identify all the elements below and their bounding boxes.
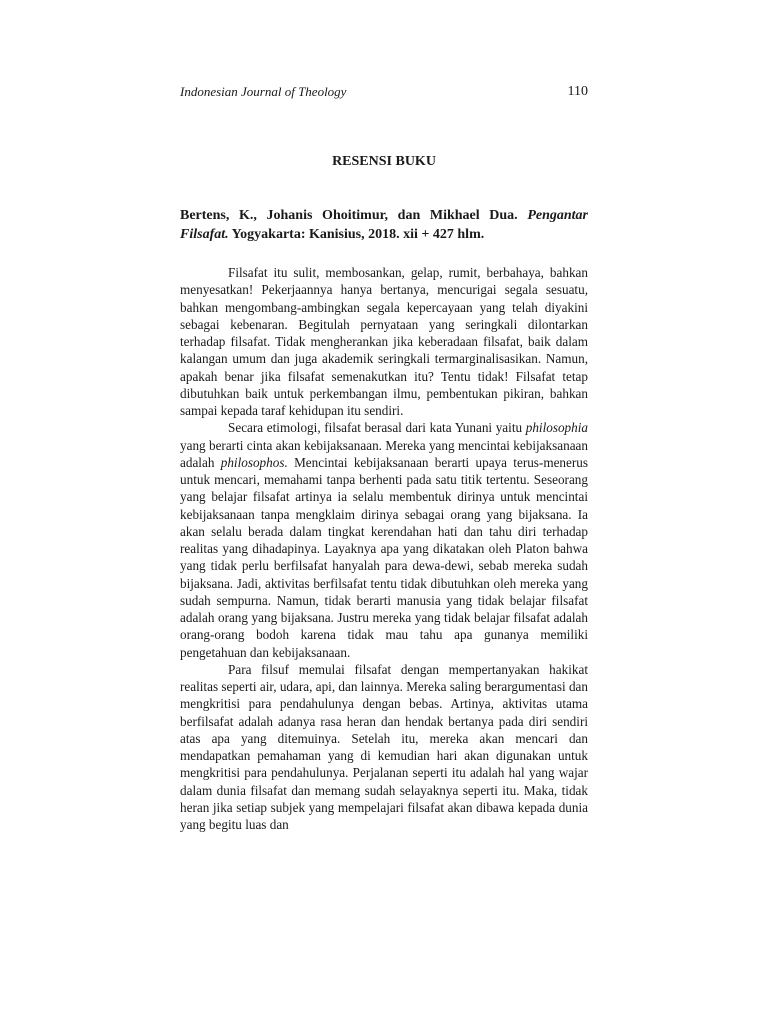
paragraph-2-text-c: Mencintai kebijaksanaan berarti upaya terus-menerus untuk mencari, memahami tanpa berhenti pada satu titik tertentu. Seseorang yang belajar filsafat artinya ia selalu membentuk dirinya untuk mencintai kebijaksanaan tanpa mengklaim dirinya sebagai orang yang bijaksana. Ia akan selalu berada dalam tingkat kerendahan hati dan tahu diri terhadap realitas yang dihadapinya. Layaknya apa yang dikatakan oleh Platon bahwa yang tidak perlu berfilsafat hanyalah para dewa-dewi, sebab mereka sudah bijaksana. Jadi, aktivitas berfilsafat tentu tidak dibutuhkan oleh mereka yang sudah sempurna. Namun, tidak berarti manusia yang tidak belajar filsafat adalah orang yang bijaksana. Justru mereka yang tidak belajar filsafat adalah orang-orang bodoh karena tidak mau tahu apa gunanya memiliki pengetahuan dan kebijaksanaan. bbox=[180, 454, 588, 660]
citation-publication: Yogyakarta: Kanisius, 2018. xii + 427 hlm. bbox=[231, 227, 485, 242]
citation-book-title: Pengantar Filsafat. bbox=[180, 208, 589, 242]
paragraph-3: Para filsuf memulai filsafat dengan mempertanyakan hakikat realitas seperti air, udara, api, dan lainnya. Mereka saling berargumentasi dan mengkritisi para pendahulunya dengan bebas. Artinya, aktivitas utama berfilsafat adalah adanya rasa heran dan hendak bertanya pada diri sendiri atas apa yang ditemuinya. Setelah itu, mereka akan mencari dan mendapatkan pemahaman yang di kemudian hari akan digunakan untuk mengkritisi para pendahulunya. Perjalanan seperti itu adalah hal yang wajar dalam dunia filsafat dan memang sudah selayaknya seperti itu. Maka, tidak heran jika setiap subjek yang mempelajari filsafat akan dibawa kepada dunia yang begitu luas dan bbox=[180, 661, 588, 832]
running-header bbox=[180, 84, 588, 104]
book-review-page bbox=[180, 0, 588, 1024]
paragraph-2-text-a: Secara etimologi, filsafat berasal dari kata Yunani yaitu bbox=[228, 420, 523, 436]
paragraph-2-text-b: yang berarti cinta akan kebijaksanaan. Mereka yang mencintai kebijaksanaan adalah bbox=[180, 437, 588, 470]
paragraph-1: Filsafat itu sulit, membosankan, gelap, rumit, berbahaya, bahkan menyesatkan! Pekerjaannya hanya bertanya, mencurigai segala sesuatu, bahkan mengombang-ambingkan segala kepercayaan yang telah diyakini sebagai kebenaran. Begitulah pernyataan yang seringkali dilontarkan terhadap filsafat. Tidak mengherankan jika keberadaan filsafat, baik dalam kalangan umum dan juga akademik seringkali termarginalisasikan. Namun, apakah benar jika filsafat semenakutkan itu? Tentu tidak! Filsafat tetap dibutuhkan baik untuk perkembangan ilmu, pembentukan pikiran, bahkan sampai kepada taraf kehidupan itu sendiri. bbox=[180, 265, 588, 418]
term-philosophos: philosophos. bbox=[220, 454, 288, 470]
paragraph-2 bbox=[180, 419, 588, 661]
page-number: 110 bbox=[567, 84, 588, 99]
book-citation bbox=[180, 206, 588, 244]
section-title: RESENSI BUKU bbox=[332, 154, 436, 169]
journal-title: Indonesian Journal of Theology bbox=[180, 84, 347, 99]
citation-authors: Bertens, K., Johanis Ohoitimur, dan Mikhael Dua. bbox=[180, 208, 518, 223]
term-philosophia: philosophia bbox=[525, 420, 588, 436]
review-body bbox=[180, 264, 588, 833]
